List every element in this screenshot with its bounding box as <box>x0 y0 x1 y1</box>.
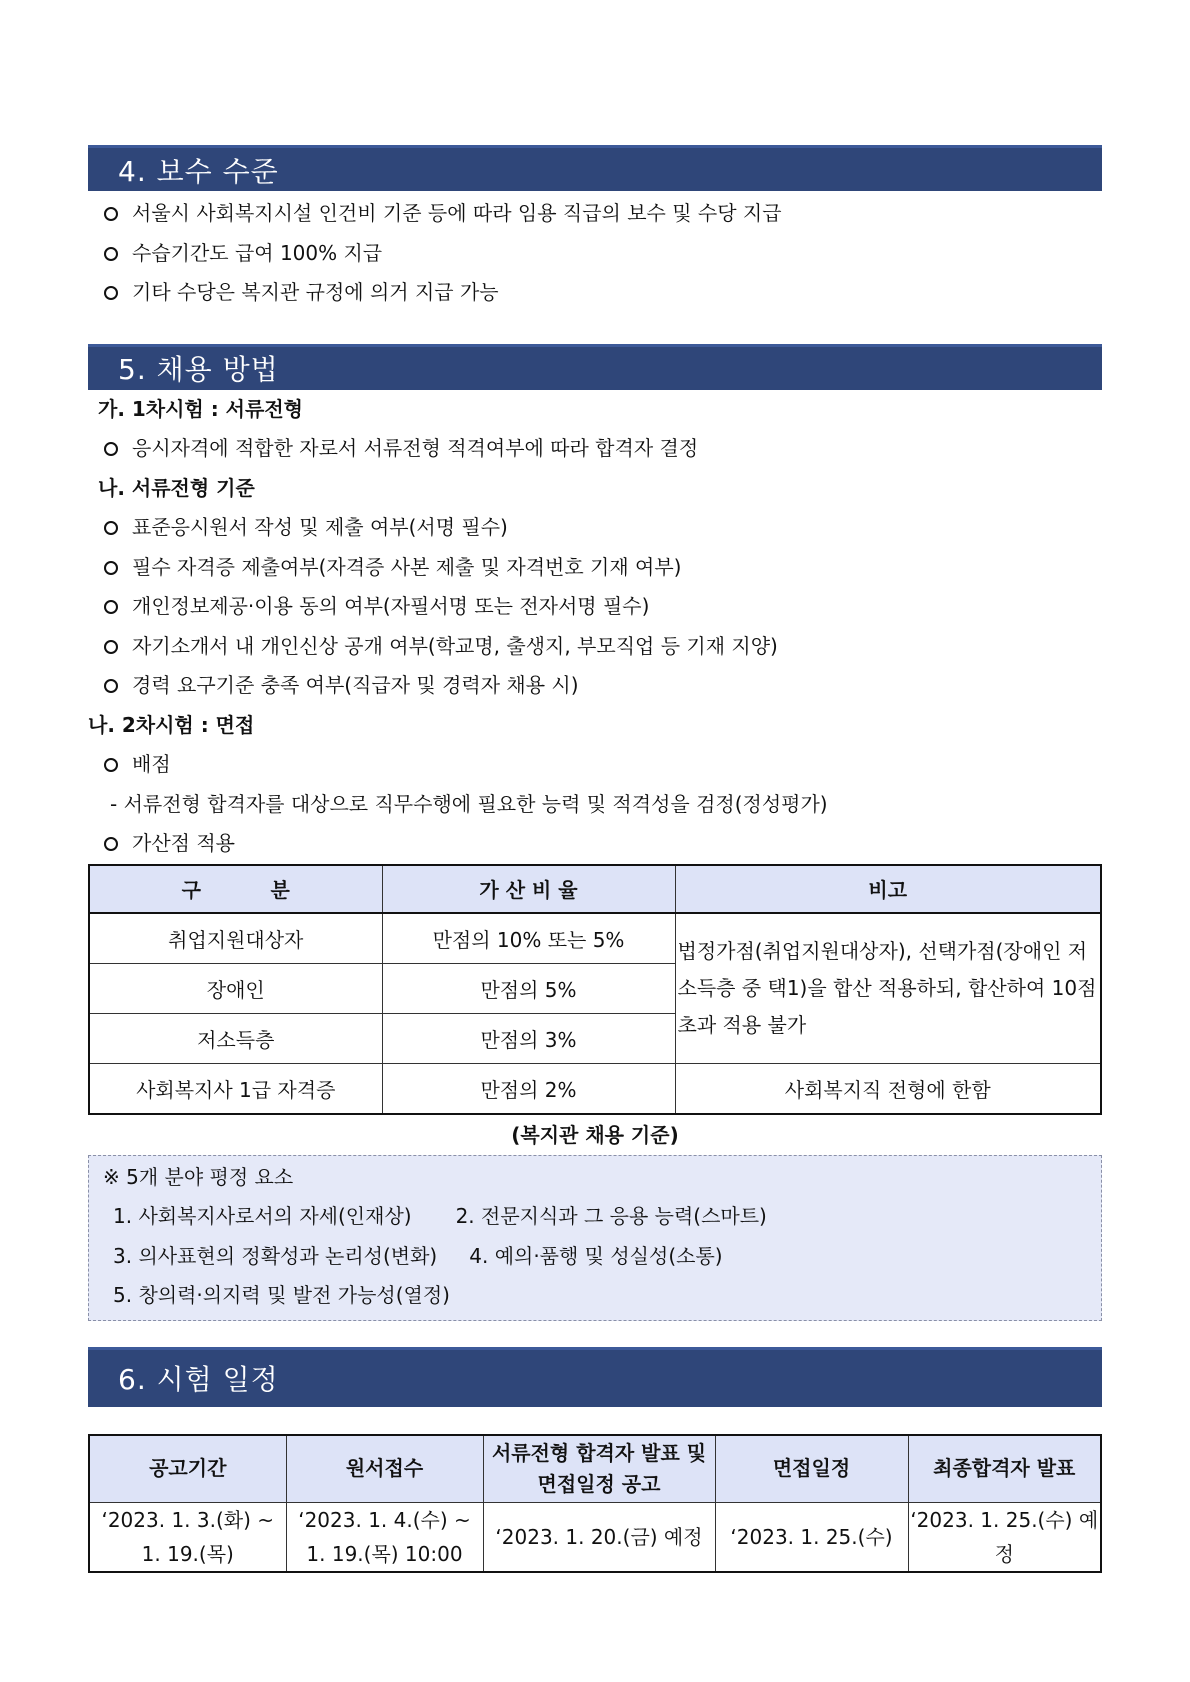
box-row-3 <box>89 1276 1101 1316</box>
table-row <box>89 1502 1101 1572</box>
table-header-cell: 비고 <box>675 865 1101 913</box>
circle-bullet-icon <box>104 286 118 300</box>
box-row-2 <box>89 1237 1101 1277</box>
s5-sub2-bullet-3: 개인정보제공·이용 동의 여부(자필서명 또는 전자서명 필수) <box>88 587 1102 627</box>
table-row <box>89 913 1101 964</box>
section-4-title: 4. 보수 수준 <box>118 154 279 188</box>
table-header-row <box>89 865 1101 913</box>
table-cell: ‘2023. 1. 3.(화) ~ 1. 19.(목) <box>89 1502 286 1572</box>
table-cell: 만점의 3% <box>382 1013 675 1063</box>
s5-sub3-dash-item: - 서류전형 합격자를 대상으로 직무수행에 필요한 능력 및 적격성을 검정(정성평가) <box>110 791 828 816</box>
circle-bullet-icon <box>104 758 118 772</box>
table-cell: ‘2023. 1. 20.(금) 예정 <box>483 1502 715 1572</box>
s5-subheading-2: 나. 서류전형 기준 <box>98 475 255 500</box>
table-cell: 사회복지직 전형에 한함 <box>675 1063 1101 1114</box>
criteria-item: 5. 창의력·의지력 및 발전 가능성(열정) <box>113 1283 450 1307</box>
s5-sub2-bullet-4: 자기소개서 내 개인신상 공개 여부(학교명, 출생지, 부모직업 등 기재 지양) <box>88 627 1102 667</box>
circle-bullet-icon <box>104 207 118 221</box>
s5-subheading-1: 가. 1차시험 : 서류전형 <box>98 396 303 421</box>
table-cell: 취업지원대상자 <box>89 913 382 964</box>
circle-bullet-icon <box>104 837 118 851</box>
s5-sub1-bullet: 응시자격에 적합한 자로서 서류전형 적격여부에 따라 합격자 결정 <box>88 429 1102 469</box>
criteria-item: 3. 의사표현의 정확성과 논리성(변화) <box>113 1243 438 1268</box>
s5-sub3-bullet-2: 가산점 적용 <box>88 824 1102 864</box>
table-cell: 만점의 10% 또는 5% <box>382 913 675 964</box>
s5-sub2-bullet-5: 경력 요구기준 충족 여부(직급자 및 경력자 채용 시) <box>88 666 1102 706</box>
table-header-cell: 서류전형 합격자 발표 및 면접일정 공고 <box>483 1435 715 1503</box>
criteria-item: 4. 예의·품행 및 성실성(소통) <box>469 1243 723 1268</box>
s5-subheading-3: 나. 2차시험 : 면접 <box>88 712 255 737</box>
table-header-cell: 원서접수 <box>286 1435 483 1503</box>
circle-bullet-icon <box>104 600 118 614</box>
circle-bullet-icon <box>104 442 118 456</box>
table-cell: ‘2023. 1. 25.(수) <box>715 1502 908 1572</box>
table-row <box>89 1063 1101 1114</box>
criteria-item: 1. 사회복지사로서의 자세(인재상) <box>113 1204 412 1228</box>
section-5-title: 5. 채용 방법 <box>118 353 279 386</box>
criteria-item: 2. 전문지식과 그 응용 능력(스마트) <box>455 1204 767 1228</box>
table-caption: (복지관 채용 기준) <box>511 1122 679 1147</box>
circle-bullet-icon <box>104 640 118 654</box>
circle-bullet-icon <box>104 521 118 535</box>
s5-sub2-bullet-2: 필수 자격증 제출여부(자격증 사본 제출 및 자격번호 기재 여부) <box>88 548 1102 588</box>
merged-note-cell: 법정가점(취업지원대상자), 선택가점(장애인 저소득층 중 택1)을 합산 적용하되, 합산하여 10점 초과 적용 불가 <box>675 913 1101 1064</box>
table-cell: ‘2023. 1. 25.(수) 예정 <box>908 1502 1101 1572</box>
table-header-cell: 면접일정 <box>715 1435 908 1503</box>
table-cell: 장애인 <box>89 963 382 1013</box>
table-cell: 만점의 5% <box>382 963 675 1013</box>
exam-schedule-table <box>88 1434 1102 1573</box>
s4-bullet-1: 서울시 사회복지시설 인건비 기준 등에 따라 임용 직급의 보수 및 수당 지급 <box>88 194 1102 234</box>
circle-bullet-icon <box>104 247 118 261</box>
table-cell: ‘2023. 1. 4.(수) ~ 1. 19.(목) 10:00 <box>286 1502 483 1572</box>
table-header-row <box>89 1435 1101 1503</box>
s5-sub3-bullet-1: 배점 <box>88 745 1102 785</box>
box-heading: ※ 5개 분야 평정 요소 <box>103 1164 294 1189</box>
box-row-1 <box>89 1197 1101 1237</box>
bonus-points-table <box>88 864 1102 1115</box>
circle-bullet-icon <box>104 679 118 693</box>
table-header-cell: 구 분 <box>89 865 382 913</box>
table-header-cell: 최종합격자 발표 <box>908 1435 1101 1503</box>
s5-sub2-bullet-1: 표준응시원서 작성 및 제출 여부(서명 필수) <box>88 508 1102 548</box>
section-5-header <box>88 344 1102 390</box>
section-6-header <box>88 1347 1102 1407</box>
s4-bullet-3: 기타 수당은 복지관 규정에 의거 지급 가능 <box>88 273 1102 313</box>
table-header-cell: 공고기간 <box>89 1435 286 1503</box>
table-cell: 저소득층 <box>89 1013 382 1063</box>
circle-bullet-icon <box>104 561 118 575</box>
table-cell: 사회복지사 1급 자격증 <box>89 1063 382 1114</box>
section-6-title: 6. 시험 일정 <box>118 1363 279 1396</box>
table-cell: 만점의 2% <box>382 1063 675 1114</box>
table-header-cell: 가 산 비 율 <box>382 865 675 913</box>
document-page <box>88 145 1102 1573</box>
section-4-header <box>88 145 1102 191</box>
s4-bullet-2: 수습기간도 급여 100% 지급 <box>88 234 1102 274</box>
evaluation-criteria-box <box>88 1155 1102 1321</box>
